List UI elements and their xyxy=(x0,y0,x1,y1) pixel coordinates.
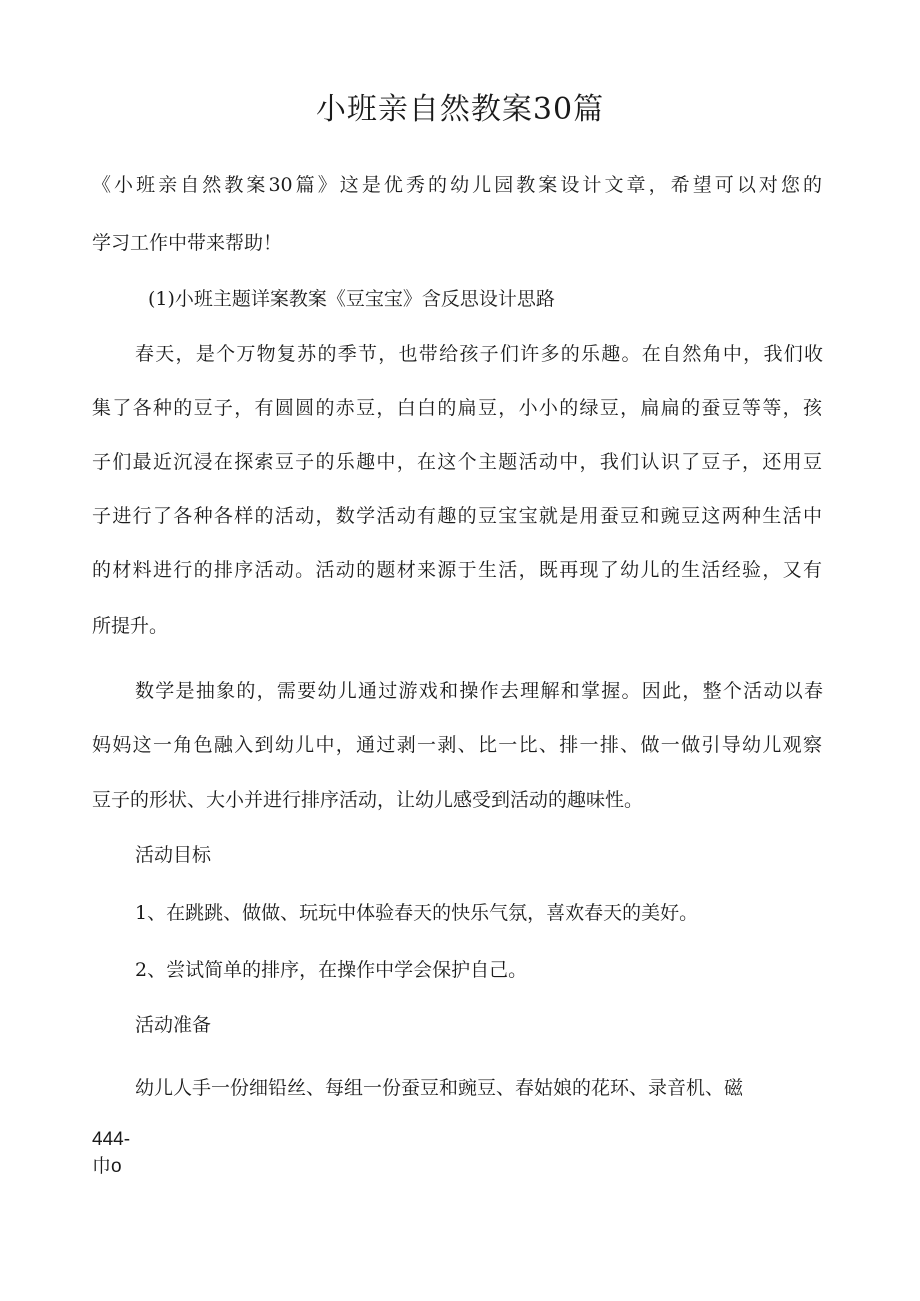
goal-item-1: 1、在跳跳、做做、玩玩中体验春天的快乐气氛，喜欢春天的美好。 xyxy=(135,902,699,924)
paragraph1-line-2: 集了各种的豆子，有圆圆的赤豆，白白的扁豆，小小的绿豆，扁扁的蚕豆等等，孩 xyxy=(92,397,822,419)
section-heading: (1)小班主题详案教案《豆宝宝》含反思设计思路 xyxy=(148,288,555,310)
footer-page-mark: 444- xyxy=(92,1129,131,1150)
paragraph1-line-3: 子们最近沉浸在探索豆子的乐趣中，在这个主题活动中，我们认识了豆子，还用豆 xyxy=(92,451,822,473)
footer-page-text: 巾o xyxy=(92,1156,122,1177)
paragraph2-line-2: 妈妈这一角色融入到幼儿中，通过剥一剥、比一比、排一排、做一做引导幼儿观察 xyxy=(92,734,822,756)
paragraph2-line-1: 数学是抽象的，需要幼儿通过游戏和操作去理解和掌握。因此，整个活动以春 xyxy=(135,680,823,702)
paragraph1-line-5: 的材料进行的排序活动。活动的题材来源于生活，既再现了幼儿的生活经验，又有 xyxy=(92,559,822,581)
intro-line-1: 《小班亲自然教案30篇》这是优秀的幼儿园教案设计文章，希望可以对您的 xyxy=(92,174,822,196)
paragraph1-line-6: 所提升。 xyxy=(92,615,169,637)
goals-heading: 活动目标 xyxy=(135,844,212,866)
paragraph2-line-3: 豆子的形状、大小并进行排序活动，让幼儿感受到活动的趣味性。 xyxy=(92,789,644,811)
document-title: 小班亲自然教案30篇 xyxy=(315,92,605,127)
prep-line: 幼儿人手一份细铅丝、每组一份蚕豆和豌豆、春姑娘的花环、录音机、磁 xyxy=(135,1077,744,1099)
prep-heading: 活动准备 xyxy=(135,1014,212,1036)
paragraph1-line-4: 子进行了各种各样的活动，数学活动有趣的豆宝宝就是用蚕豆和豌豆这两种生活中 xyxy=(92,505,822,527)
paragraph1-line-1: 春天，是个万物复苏的季节，也带给孩子们许多的乐趣。在自然角中，我们收 xyxy=(135,343,823,365)
goal-item-2: 2、尝试简单的排序，在操作中学会保护自己。 xyxy=(135,959,528,981)
intro-line-2: 学习工作中带来帮助！ xyxy=(92,232,283,254)
